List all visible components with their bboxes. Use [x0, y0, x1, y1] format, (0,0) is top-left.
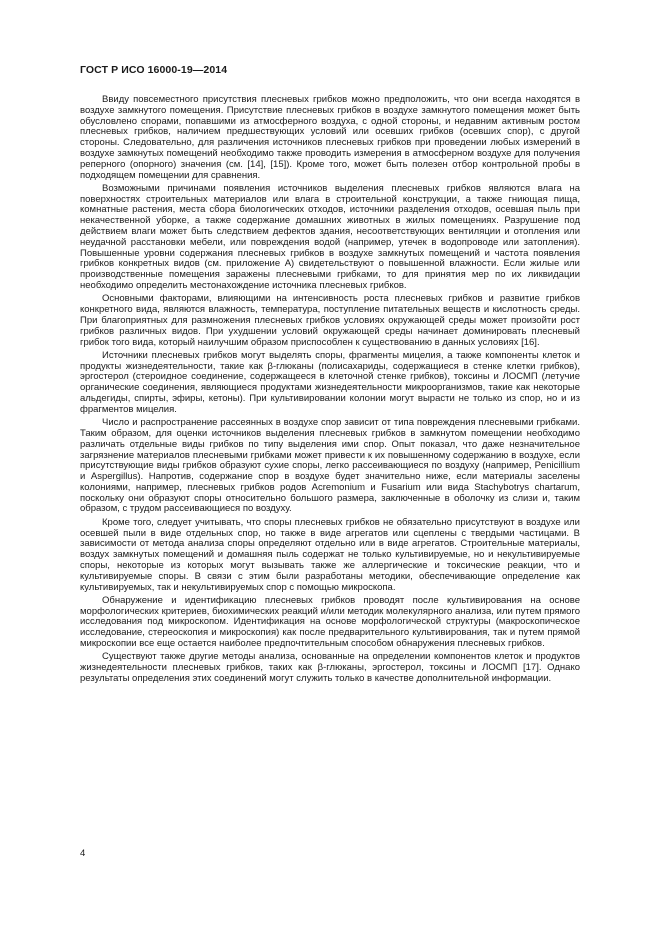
document-header: ГОСТ Р ИСО 16000-19—2014	[80, 64, 228, 76]
paragraph: Существуют также другие методы анализа, основанные на определении компонентов клеток и продуктов жизнедеятельности плесневых грибков, таких как β-глюканы, эргостерол, токсины и ЛОСМП [17]. Однако результаты определения этих соединений могут служить только в качестве дополнительной информации.	[80, 651, 580, 684]
paragraph: Источники плесневых грибков могут выделять споры, фрагменты мицелия, а также компоненты клеток и продукты жизнедеятельности, такие как β-глюканы (полисахариды, содержащиеся в стенке клетки грибков), эргостерол (стероидное соединение, содержащееся в клеточной стенке грибков), токсины и ЛОСМП (летучие органические соединения, являющиеся продуктами жизнедеятельности микроорганизмов, такие как некоторые альдегиды, спирты, эфиры, кетоны). При культивировании колонии могут вырасти не только из спор, но и из фрагментов мицелия.	[80, 349, 580, 415]
paragraph: Основными факторами, влияющими на интенсивность роста плесневых грибков и развитие грибков конкретного вида, являются влажность, температура, поступление питательных веществ и кислотность среды. При благоприятных для размножения плесневых грибков условиях окружающей среды может произойти рост грибков различных видов. При ухудшении условий окружающей среды начинает доминировать плесневый грибок того вида, который наилучшим образом приспособлен к существованию в данных условиях [16].	[80, 293, 580, 348]
paragraph: Кроме того, следует учитывать, что споры плесневых грибков не обязательно присутствуют в воздухе или осевшей пыли в виде отдельных спор, но также в виде агрегатов или сцеплены с твердыми частицами. В зависимости от метода анализа споры определяют отдельно или в виде агрегатов. Строительные материалы, воздух замкнутых помещений и домашняя пыль содержат не только культивируемые, но и некультивируемые споры, некоторые из которых могут вызывать также же аллергические и токсические реакции, что и культивируемые споры. В связи с этим были разработаны методики, обеспечивающие определение как культивируемых, так и некультивируемых спор с помощью микроскопа.	[80, 516, 580, 593]
paragraph: Ввиду повсеместного присутствия плесневых грибков можно предположить, что они всегда находятся в воздухе замкнутого помещения. Присутствие плесневых грибков в воздухе замкнутого помещения может быть обусловлено спорами, попавшими из атмосферного воздуха, с одной стороны, и недавним активным ростом плесневых грибков, наличием предшествующих условий или осевших грибков (осевших спор), с другой стороны. Следовательно, для различения источников плесневых грибков при проведении любых измерений в воздухе замкнутых помещений необходимо также проводить измерения в атмосферном воздухе для получения реперного (опорного) значения (см. [14], [15]). Кроме того, может быть полезен отбор контрольной пробы в подходящем помещении для сравнения.	[80, 94, 580, 181]
document-body	[80, 95, 580, 687]
paragraph: Число и распространение рассеянных в воздухе спор зависит от типа повреждения плесневыми грибками. Таким образом, для оценки источников выделения плесневых грибков в замкнутом помещении необходимо различать отдельные виды грибков по типу выделения ими спор. Опыт показал, что даже незначительное загрязнение материалов плесневыми грибками может привести к их повышенному содержанию в воздухе, если присутствующие виды грибков образуют сухие споры, легко рассеивающиеся по воздуху (например, Penicillium и Aspergillus). Напротив, содержание спор в воздухе будет значительно ниже, если материалы заселены колониями, например, плесневых грибков родов Acremonium и Fusarium или вида Stachybotrys chartarum, поскольку они образуют споры относительно большого размера, заключенные в оболочку из слизи и, таким образом, с трудом рассеивающиеся по воздуху.	[80, 417, 580, 515]
paragraph: Обнаружение и идентификацию плесневых грибков проводят после культивирования на основе морфологических критериев, биохимических реакций и/или методик молекулярного анализа, или путем прямого исследования под микроскопом. Идентификация на основе морфологической структуры (макроскопическое исследование, стереоскопия и микроскопия) как после предварительного культивирования, так и путем прямой микроскопии все еще остается наиболее предпочтительным способом обнаружения плесневых грибков.	[80, 594, 580, 650]
page-number: 4	[80, 848, 86, 859]
paragraph: Возможными причинами появления источников выделения плесневых грибков являются влага на поверхностях строительных материалов или влага в строительной конструкции, а также гниющая пища, комнатные растения, места сбора биологических отходов, источники разделения отходов, осевшая пыль при некачественной уборке, а также содержание домашних животных в жилых помещениях. Разрушение под действием влаги может быть следствием дефектов здания, несоответствующих вентиляции и отопления или неудачной расстановки мебели, или повреждения водой (например, утечек в водопроводе или затопления). Повышенные уровни содержания плесневых грибков в воздухе замкнутых помещений и частота появления грибков конкретных видов (см. приложение А) свидетельствуют о повышенной влажности. Если жилые или производственные помещения заражены плесневыми грибками, то для принятия мер по их ликвидации необходимо определить местонахождение источника плесневых грибков.	[80, 182, 580, 292]
